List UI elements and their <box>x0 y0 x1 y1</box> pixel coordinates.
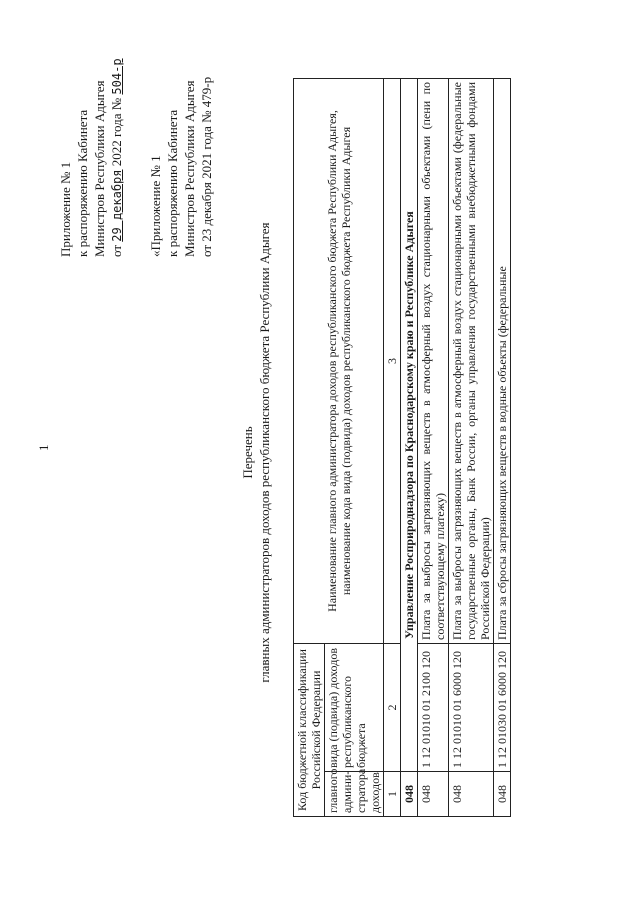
appendix-new-line1: Приложение № 1 <box>58 161 73 257</box>
appendix-new-line2-text: к распоряжению Кабинета <box>75 109 90 257</box>
group-header-cell: Код бюджетной классификации Российской Федерации <box>294 644 325 817</box>
row-code-cell: 1 12 01010 01 6000 120 <box>449 644 494 772</box>
appendix-old-line1: «Приложение № 1 <box>148 155 163 257</box>
appendix-old-line4: от 23 декабря 2021 года № 479-р <box>199 76 214 257</box>
appendix-new-line2 <box>75 67 90 257</box>
table-row <box>449 79 494 817</box>
col-number-2: 2 <box>384 644 401 772</box>
row-admin-cell: 048 <box>418 772 449 817</box>
row-name-cell: Плата за выбросы загрязняющих веществ в атмосферный воздух стационарными объектами (пени по соответствующему платежу) <box>418 79 449 644</box>
row-name-cell: Плата за выбросы загрязняющих веществ в атмосферный воздух стационарными объектами (федеральные государственные органы, Банк России, органы управления государственными внебюджетными фондами Российской Федерации) <box>449 79 494 644</box>
col-number-3: 3 <box>384 79 401 644</box>
appendix-new-date-prefix: от <box>109 244 124 257</box>
appendix-old-line3: Министров Республики Адыгея <box>182 80 197 257</box>
section-title-cell: Управление Росприроднадзора по Краснодарскому краю и Республике Адыгея <box>401 79 418 772</box>
col2-header-cell: вида (подвида) доходов республиканского бюджета <box>325 644 384 772</box>
handwritten-number: 504-р <box>110 58 124 95</box>
column-number-row <box>384 79 401 817</box>
col-number-1: 1 <box>384 772 401 817</box>
document-subtitle: главных администраторов доходов республиканского бюджета Республики Адыгея <box>257 222 272 683</box>
appendix-new-line4 <box>109 58 125 257</box>
row-code-cell: 1 12 01030 01 6000 120 <box>494 644 511 772</box>
table-row <box>494 79 511 817</box>
row-admin-cell: 048 <box>494 772 511 817</box>
page-number: 1 <box>36 444 51 451</box>
budget-table <box>293 78 511 817</box>
document-title: Перечень <box>240 426 255 479</box>
table-header-row <box>294 79 325 817</box>
row-admin-cell: 048 <box>449 772 494 817</box>
handwritten-date: 29 декабря <box>110 169 124 242</box>
appendix-new-year: 2022 года № <box>109 97 124 167</box>
table-row <box>418 79 449 817</box>
col1-header-cell: главного админи-стратора доходов <box>325 772 384 817</box>
appendix-new-line3: Министров Республики Адыгея <box>92 80 107 257</box>
col3-header-cell: Наименование главного администратора доходов республиканского бюджета Республики Адыгея, наименование кода вида (подвида) доходов республиканского бюджета Республики Адыгея <box>294 79 384 644</box>
section-row <box>401 79 418 817</box>
appendix-old-line2: к распоряжению Кабинета <box>165 109 180 257</box>
row-code-cell: 1 12 01010 01 2100 120 <box>418 644 449 772</box>
section-code-cell: 048 <box>401 772 418 817</box>
row-name-cell: Плата за сбросы загрязняющих веществ в водные объекты (федеральные <box>494 79 511 644</box>
